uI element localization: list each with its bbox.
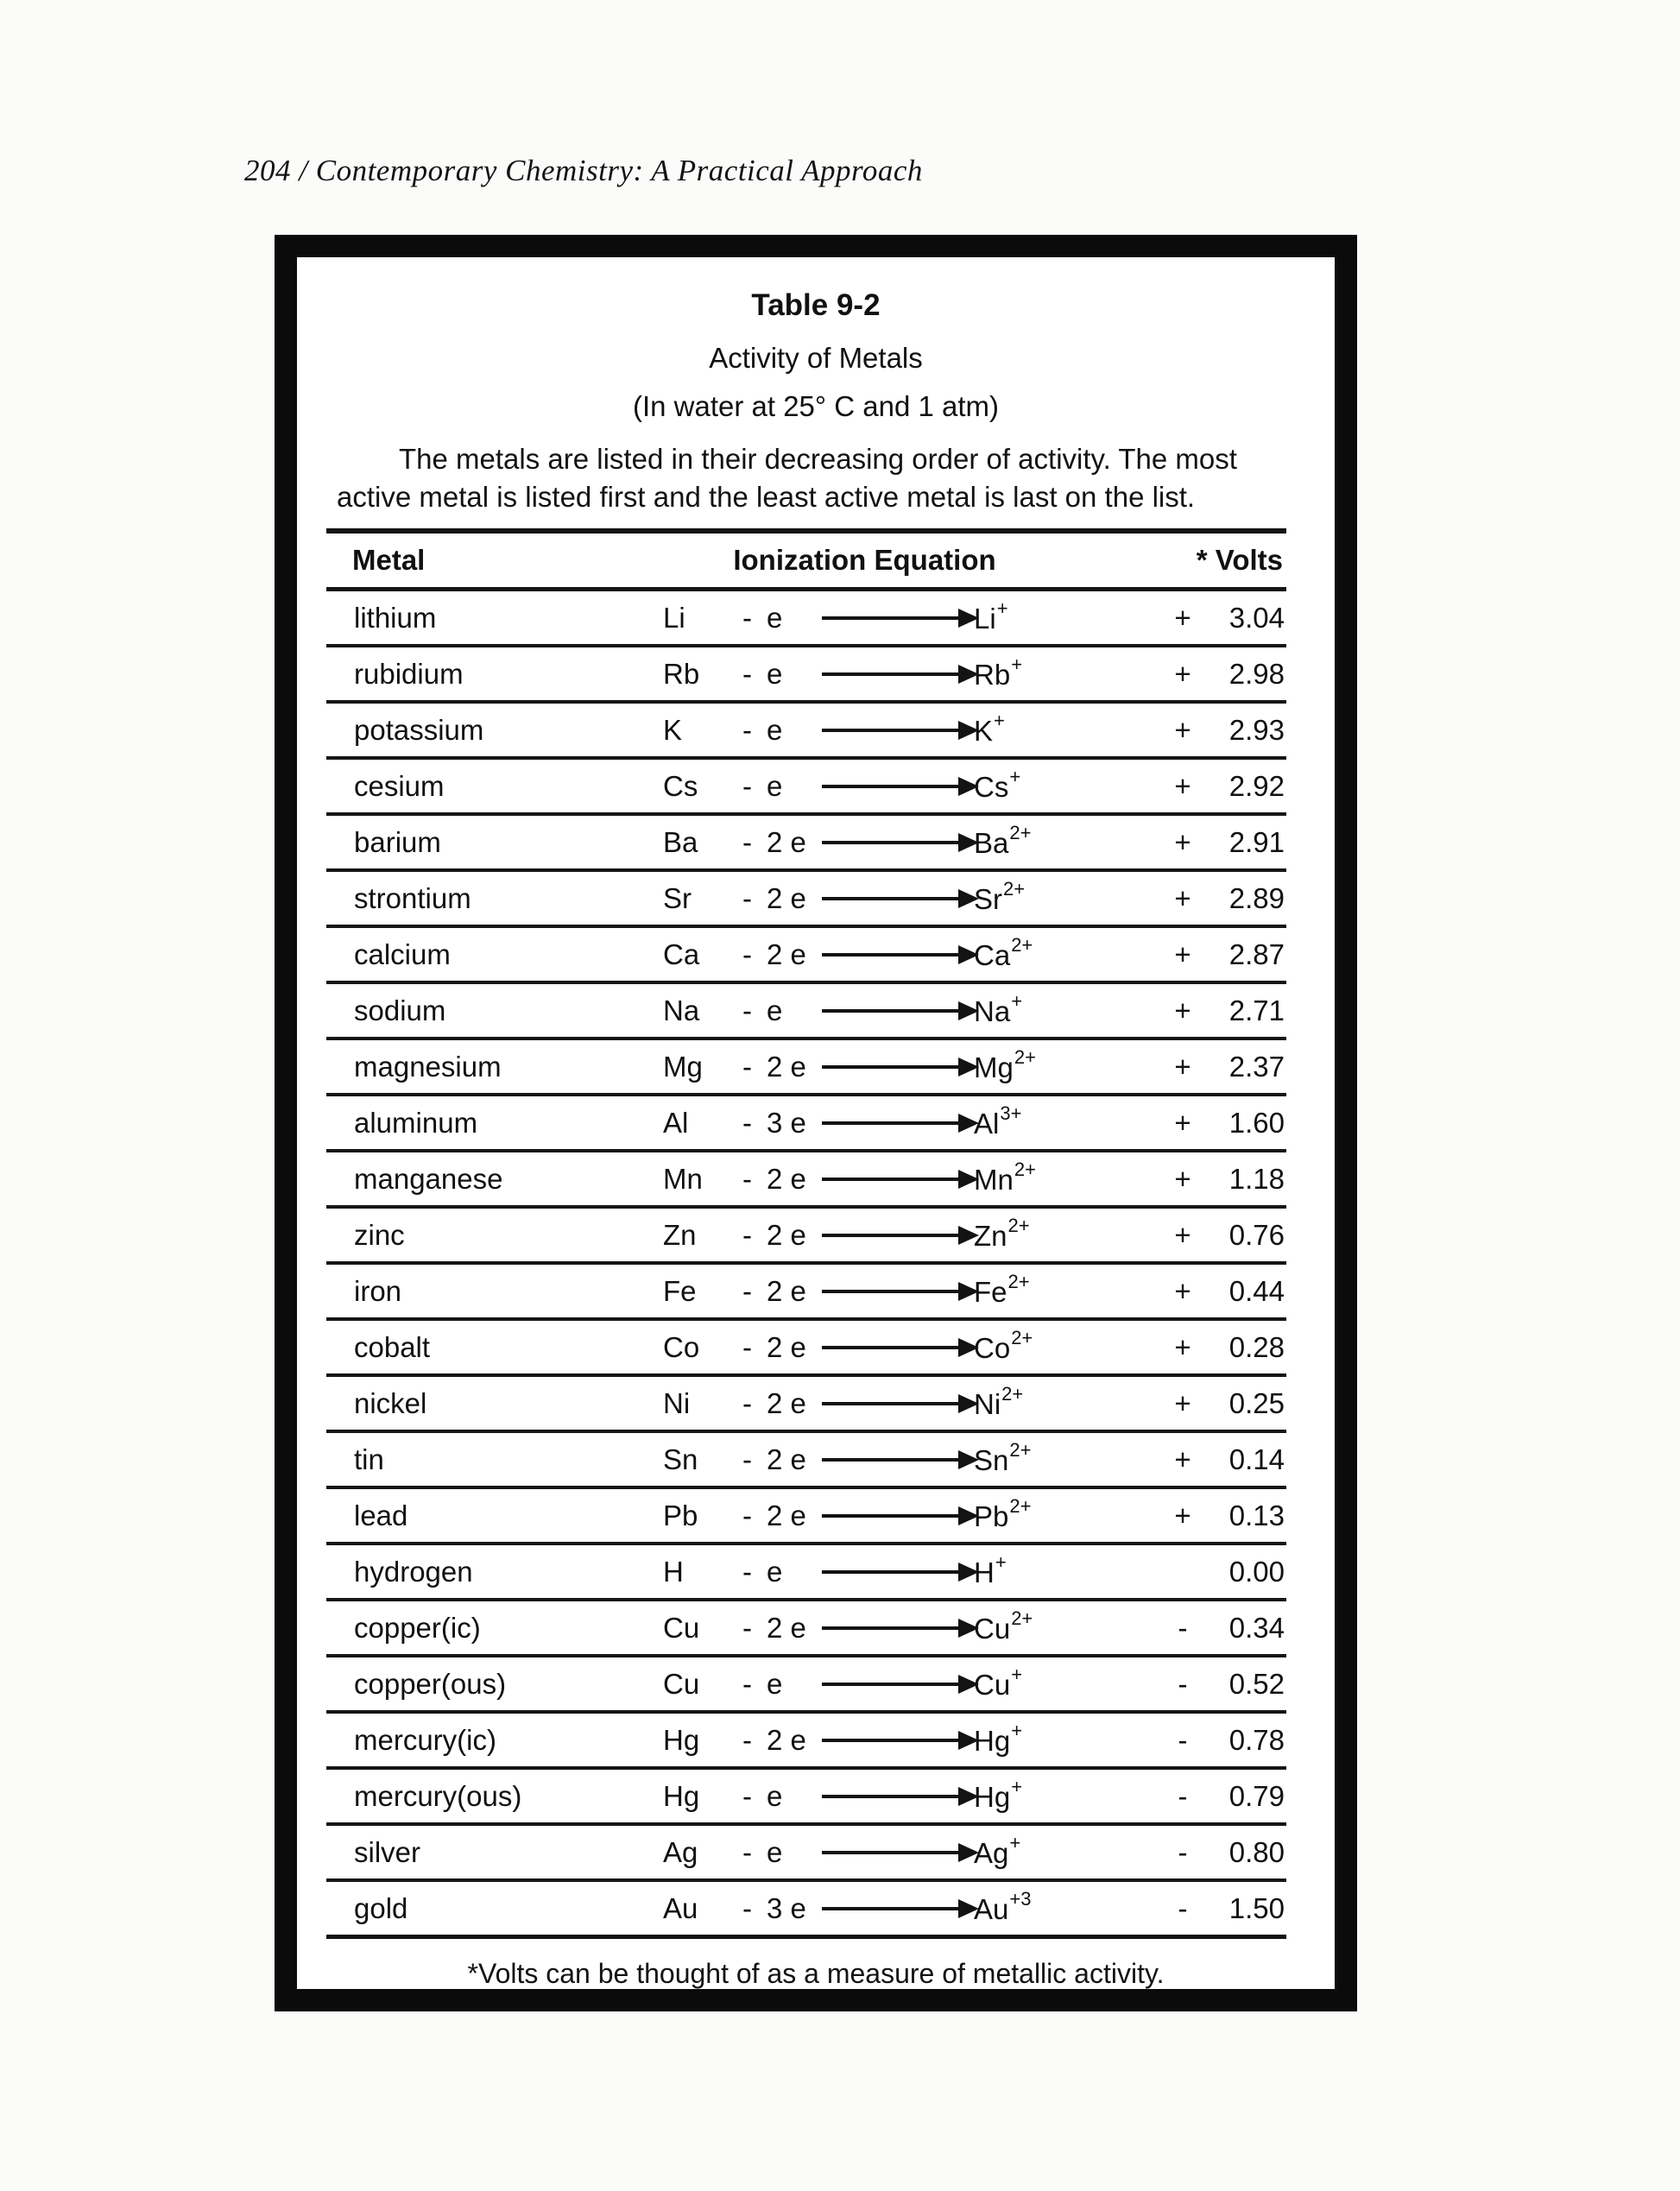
table-row [326, 1377, 1286, 1433]
element-symbol: Cs [663, 769, 698, 802]
column-header-volts: * Volts [1196, 544, 1283, 576]
volts-sign: + [1174, 657, 1191, 690]
metal-name: barium [354, 825, 441, 858]
metal-name: sodium [354, 994, 446, 1026]
volts-sign: + [1174, 1386, 1191, 1419]
reaction-arrow-icon [818, 1065, 974, 1069]
electron-term: 2 e [767, 1499, 806, 1531]
volts-sign: - [1178, 1611, 1188, 1644]
volts-value: 2.93 [1228, 713, 1285, 746]
metal-name: potassium [354, 713, 484, 746]
ion-base: Na [974, 994, 1011, 1027]
table-row [326, 872, 1286, 928]
ion-base: Hg [974, 1724, 1011, 1757]
metal-name: cesium [354, 769, 445, 802]
ion-charge: + [995, 1550, 1007, 1573]
ion-charge: 3+ [1000, 1102, 1022, 1124]
volts-sign: + [1174, 994, 1191, 1026]
metal-name: manganese [354, 1162, 503, 1195]
reaction-arrow-icon [818, 953, 974, 957]
reaction-arrow-icon [818, 616, 974, 620]
element-symbol: Ba [663, 825, 698, 858]
ion-charge: 2+ [1009, 821, 1032, 843]
ion-base: Rb [974, 658, 1011, 691]
ion-charge: 2+ [1014, 1045, 1036, 1068]
page-running-header: 204 / Contemporary Chemistry: A Practical Approach [244, 154, 923, 187]
metals-table-body [326, 591, 1286, 1939]
volts-sign: + [1174, 1106, 1191, 1139]
element-symbol: Cu [663, 1667, 700, 1700]
ion-charge: + [1011, 1775, 1023, 1797]
minus-sign: - [742, 1723, 752, 1756]
ion-charge: + [1011, 1663, 1023, 1685]
ion-charge: 2+ [1009, 1494, 1032, 1517]
table-row [326, 1489, 1286, 1545]
minus-sign: - [742, 713, 752, 746]
minus-sign: - [742, 769, 752, 802]
ion-charge: 2+ [1007, 1270, 1030, 1292]
ion-base: Ag [974, 1836, 1009, 1869]
ion-symbol [974, 1102, 1161, 1140]
ion-base: Sr [974, 882, 1002, 915]
minus-sign: - [742, 1050, 752, 1083]
element-symbol: Mn [663, 1162, 703, 1195]
minus-sign: - [742, 1443, 752, 1475]
minus-sign: - [742, 1835, 752, 1868]
metal-name: hydrogen [354, 1555, 473, 1588]
ion-base: Li [974, 602, 996, 635]
table-row [326, 1152, 1286, 1209]
ion-charge: + [994, 709, 1005, 731]
table-row [326, 1321, 1286, 1377]
element-symbol: Mg [663, 1050, 703, 1083]
element-symbol: Rb [663, 657, 700, 690]
table-row [326, 1433, 1286, 1489]
metal-name: aluminum [354, 1106, 478, 1139]
element-symbol: H [663, 1555, 684, 1588]
table-subtitle: Activity of Metals [709, 342, 923, 374]
volts-value: 0.34 [1228, 1611, 1285, 1644]
ion-symbol [974, 1831, 1161, 1870]
table-row [326, 647, 1286, 704]
table-row [326, 1040, 1286, 1096]
reaction-arrow-icon [818, 1851, 974, 1854]
ion-base: Fe [974, 1275, 1007, 1308]
element-symbol: Hg [663, 1779, 700, 1812]
ion-charge: + [1011, 989, 1023, 1012]
minus-sign: - [742, 1386, 752, 1419]
reaction-arrow-icon [818, 672, 974, 676]
ion-symbol [974, 1607, 1161, 1645]
volts-sign: + [1174, 881, 1191, 914]
minus-sign: - [742, 1891, 752, 1924]
minus-sign: - [742, 1274, 752, 1307]
metal-name: lithium [354, 601, 437, 634]
ion-base: Au [974, 1892, 1009, 1925]
reaction-arrow-icon [818, 1402, 974, 1405]
electron-term: 2 e [767, 1274, 806, 1307]
ion-symbol [974, 1270, 1161, 1309]
table-row [326, 984, 1286, 1040]
ion-symbol [974, 877, 1161, 916]
volts-value: 2.98 [1228, 657, 1285, 690]
volts-value: 2.89 [1228, 881, 1285, 914]
element-symbol: Fe [663, 1274, 697, 1307]
electron-term: 2 e [767, 938, 806, 970]
element-symbol: Sr [663, 881, 692, 914]
electron-term: 2 e [767, 1723, 806, 1756]
ion-symbol [974, 1887, 1161, 1926]
minus-sign: - [742, 1779, 752, 1812]
ion-base: Pb [974, 1500, 1009, 1532]
electron-term: 2 e [767, 881, 806, 914]
metal-name: mercury(ous) [354, 1779, 522, 1812]
volts-value: 0.14 [1228, 1443, 1285, 1475]
reaction-arrow-icon [818, 1290, 974, 1293]
electron-term: e [767, 601, 783, 634]
table-frame [275, 235, 1357, 2011]
ion-symbol [974, 709, 1161, 748]
ion-symbol [974, 1663, 1161, 1702]
metal-name: copper(ic) [354, 1611, 481, 1644]
metal-name: silver [354, 1835, 421, 1868]
element-symbol: Cu [663, 1611, 700, 1644]
minus-sign: - [742, 1667, 752, 1700]
ion-symbol [974, 1214, 1161, 1253]
minus-sign: - [742, 1162, 752, 1195]
metal-name: tin [354, 1443, 384, 1475]
ion-symbol [974, 1775, 1161, 1814]
volts-sign: + [1174, 713, 1191, 746]
volts-sign: + [1174, 1162, 1191, 1195]
element-symbol: K [663, 713, 683, 746]
volts-value: 0.44 [1228, 1274, 1285, 1307]
electron-term: 2 e [767, 1050, 806, 1083]
metal-name: nickel [354, 1386, 427, 1419]
ion-charge: + [996, 597, 1008, 619]
ion-charge: 2+ [1001, 1382, 1024, 1405]
ion-base: Mn [974, 1163, 1014, 1196]
metal-name: mercury(ic) [354, 1723, 496, 1756]
ion-base: Co [974, 1331, 1011, 1364]
reaction-arrow-icon [818, 841, 974, 844]
table-row [326, 1545, 1286, 1601]
metal-name: cobalt [354, 1330, 431, 1363]
reaction-arrow-icon [818, 1626, 974, 1630]
table-row [326, 1601, 1286, 1657]
reaction-arrow-icon [818, 1178, 974, 1181]
electron-term: 2 e [767, 825, 806, 858]
ion-symbol [974, 653, 1161, 691]
metals-table [326, 528, 1286, 1939]
ion-symbol [974, 597, 1161, 635]
ion-charge: + [1011, 1719, 1023, 1741]
metals-table-header [326, 528, 1286, 591]
table-row [326, 928, 1286, 984]
volts-sign: + [1174, 1050, 1191, 1083]
element-symbol: Na [663, 994, 700, 1026]
metal-name: lead [354, 1499, 408, 1531]
ion-charge: 2+ [1011, 933, 1033, 956]
ion-base: H [974, 1556, 995, 1588]
volts-sign: + [1174, 1330, 1191, 1363]
reaction-arrow-icon [818, 1739, 974, 1742]
ion-base: Ni [974, 1387, 1001, 1420]
minus-sign: - [742, 825, 752, 858]
ion-charge: 2+ [1011, 1607, 1033, 1629]
volts-value: 1.18 [1228, 1162, 1285, 1195]
metal-name: strontium [354, 881, 471, 914]
ion-charge: + [1011, 653, 1023, 675]
ion-charge: 2+ [1011, 1326, 1033, 1348]
metal-name: zinc [354, 1218, 405, 1251]
ion-symbol [974, 765, 1161, 804]
ion-base: Mg [974, 1051, 1014, 1083]
reaction-arrow-icon [818, 1234, 974, 1237]
minus-sign: - [742, 1330, 752, 1363]
volts-value: 1.60 [1228, 1106, 1285, 1139]
table-row [326, 1882, 1286, 1939]
metal-name: iron [354, 1274, 402, 1307]
ion-symbol [974, 989, 1161, 1028]
minus-sign: - [742, 1499, 752, 1531]
ion-base: Ba [974, 826, 1009, 859]
table-conditions: (In water at 25° C and 1 atm) [632, 390, 1000, 422]
volts-value: 0.76 [1228, 1218, 1285, 1251]
ion-base: Cu [974, 1612, 1011, 1645]
table-row [326, 1826, 1286, 1882]
electron-term: e [767, 713, 783, 746]
column-header-ionization-equation: Ionization Equation [733, 544, 996, 576]
electron-term: 2 e [767, 1162, 806, 1195]
volts-sign: - [1178, 1723, 1188, 1756]
ion-base: Al [974, 1107, 1000, 1140]
ion-charge: 2+ [1014, 1158, 1036, 1180]
table-footnote: *Volts can be thought of as a measure of metallic activity. [467, 1958, 1165, 1989]
element-symbol: Hg [663, 1723, 700, 1756]
metal-name: rubidium [354, 657, 464, 690]
ion-charge: 2+ [1003, 877, 1026, 900]
volts-sign: + [1174, 1274, 1191, 1307]
volts-value: 3.04 [1228, 601, 1285, 634]
volts-sign: + [1174, 938, 1191, 970]
volts-value: 2.87 [1228, 938, 1285, 970]
ion-symbol [974, 1719, 1161, 1758]
electron-term: e [767, 1667, 783, 1700]
minus-sign: - [742, 1106, 752, 1139]
metal-name: gold [354, 1891, 408, 1924]
element-symbol: Zn [663, 1218, 697, 1251]
table-row [326, 1714, 1286, 1770]
electron-term: 2 e [767, 1443, 806, 1475]
volts-sign: - [1178, 1835, 1188, 1868]
volts-value: 0.28 [1228, 1330, 1285, 1363]
table-description [318, 440, 1314, 516]
table-row [326, 1265, 1286, 1321]
electron-term: 2 e [767, 1611, 806, 1644]
minus-sign: - [742, 1218, 752, 1251]
minus-sign: - [742, 938, 752, 970]
ion-symbol [974, 1438, 1161, 1477]
table-row [326, 1770, 1286, 1826]
ion-symbol [974, 933, 1161, 972]
element-symbol: Pb [663, 1499, 698, 1531]
volts-sign: - [1178, 1891, 1188, 1924]
ion-base: K [974, 714, 994, 747]
electron-term: 3 e [767, 1106, 806, 1139]
volts-sign: + [1174, 601, 1191, 634]
electron-term: e [767, 1835, 783, 1868]
volts-sign: + [1174, 769, 1191, 802]
minus-sign: - [742, 994, 752, 1026]
reaction-arrow-icon [818, 1514, 974, 1518]
volts-value: 1.50 [1228, 1891, 1285, 1924]
table-row [326, 1657, 1286, 1714]
ion-symbol [974, 1494, 1161, 1533]
ion-symbol [974, 1382, 1161, 1421]
ion-base: Hg [974, 1780, 1011, 1813]
minus-sign: - [742, 657, 752, 690]
electron-term: 2 e [767, 1218, 806, 1251]
electron-term: e [767, 994, 783, 1026]
volts-value: 2.91 [1228, 825, 1285, 858]
reaction-arrow-icon [818, 1346, 974, 1349]
volts-sign: + [1174, 1499, 1191, 1531]
ion-charge: +3 [1009, 1887, 1032, 1910]
element-symbol: Ag [663, 1835, 698, 1868]
volts-value: 2.92 [1228, 769, 1285, 802]
volts-sign: + [1174, 825, 1191, 858]
reaction-arrow-icon [818, 1570, 974, 1574]
element-symbol: Li [663, 601, 685, 634]
ion-symbol [974, 1326, 1161, 1365]
table-title: Table 9-2 [751, 288, 881, 322]
table-row [326, 1209, 1286, 1265]
ion-symbol [974, 1158, 1161, 1197]
reaction-arrow-icon [818, 1683, 974, 1686]
volts-value: 2.71 [1228, 994, 1285, 1026]
reaction-arrow-icon [818, 897, 974, 900]
ion-charge: + [1009, 765, 1021, 787]
ion-charge: 2+ [1007, 1214, 1030, 1236]
metal-name: copper(ous) [354, 1667, 507, 1700]
table-row [326, 816, 1286, 872]
ion-base: Cs [974, 770, 1009, 803]
reaction-arrow-icon [818, 1458, 974, 1462]
reaction-arrow-icon [818, 1121, 974, 1125]
ion-symbol [974, 1045, 1161, 1084]
reaction-arrow-icon [818, 785, 974, 788]
element-symbol: Sn [663, 1443, 698, 1475]
electron-term: 2 e [767, 1386, 806, 1419]
minus-sign: - [742, 1555, 752, 1588]
volts-value: 0.78 [1228, 1723, 1285, 1756]
electron-term: e [767, 657, 783, 690]
table-row [326, 1096, 1286, 1152]
element-symbol: Ni [663, 1386, 691, 1419]
ion-symbol [974, 1550, 1161, 1589]
ion-charge: 2+ [1009, 1438, 1032, 1461]
table-row [326, 704, 1286, 760]
element-symbol: Au [663, 1891, 698, 1924]
ion-base: Ca [974, 938, 1011, 971]
ion-base: Sn [974, 1443, 1009, 1476]
table-row [326, 760, 1286, 816]
electron-term: 3 e [767, 1891, 806, 1924]
ion-charge: + [1009, 1831, 1021, 1853]
column-header-metal: Metal [352, 544, 426, 576]
element-symbol: Ca [663, 938, 700, 970]
minus-sign: - [742, 881, 752, 914]
minus-sign: - [742, 1611, 752, 1644]
description-line-2: active metal is listed first and the least active metal is last on the list. [337, 481, 1196, 513]
electron-term: 2 e [767, 1330, 806, 1363]
ion-base: Zn [974, 1219, 1007, 1252]
electron-term: e [767, 1555, 783, 1588]
volts-sign: - [1178, 1667, 1188, 1700]
minus-sign: - [742, 601, 752, 634]
metal-name: calcium [354, 938, 451, 970]
volts-value: 0.79 [1228, 1779, 1285, 1812]
volts-sign: + [1174, 1218, 1191, 1251]
electron-term: e [767, 1779, 783, 1812]
ion-base: Cu [974, 1668, 1011, 1701]
table-frame-inner [297, 257, 1335, 1989]
element-symbol: Al [663, 1106, 689, 1139]
reaction-arrow-icon [818, 1907, 974, 1910]
volts-sign: - [1178, 1779, 1188, 1812]
electron-term: e [767, 769, 783, 802]
metal-name: magnesium [354, 1050, 502, 1083]
volts-value: 0.25 [1228, 1386, 1285, 1419]
volts-value: 0.52 [1228, 1667, 1285, 1700]
volts-sign: + [1174, 1443, 1191, 1475]
reaction-arrow-icon [818, 1009, 974, 1013]
table-row [326, 591, 1286, 647]
element-symbol: Co [663, 1330, 700, 1363]
volts-value: 0.13 [1228, 1499, 1285, 1531]
volts-value: 0.00 [1228, 1555, 1285, 1588]
volts-value: 2.37 [1228, 1050, 1285, 1083]
reaction-arrow-icon [818, 729, 974, 732]
description-line-1: The metals are listed in their decreasing order of activity. The most [399, 443, 1237, 475]
reaction-arrow-icon [818, 1795, 974, 1798]
volts-value: 0.80 [1228, 1835, 1285, 1868]
ion-symbol [974, 821, 1161, 860]
